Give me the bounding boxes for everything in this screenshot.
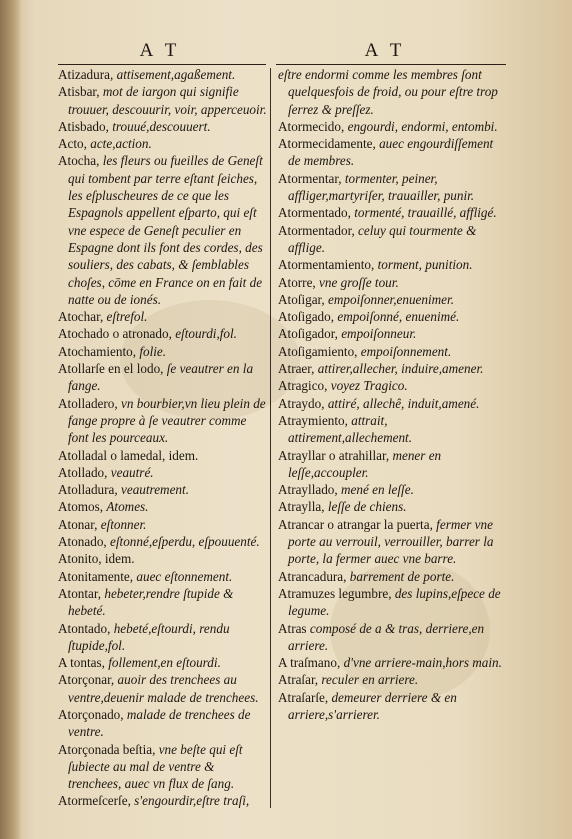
dictionary-entry: [58, 464, 268, 481]
entry-definition: hebeté,eſtourdi, rendu ſtupide,fol.: [68, 620, 230, 653]
entry-headword: Atormeſcerſe,: [58, 793, 135, 809]
entry-definition: mot de iargon qui signifie trouuer, descouurir, voir, apperceuoir.: [68, 84, 267, 117]
entry-headword: Atraydo,: [278, 395, 328, 411]
entry-definition: eſtrefol.: [106, 309, 148, 325]
dictionary-entry: [278, 256, 508, 273]
entry-definition: composé de a & tras, derriere,en arriere.: [288, 620, 485, 653]
entry-definition: veautrement.: [121, 482, 189, 498]
entry-headword: Atochar,: [58, 309, 107, 325]
entry-definition: vne groſſe tour.: [319, 274, 399, 290]
entry-definition: torment, punition.: [377, 257, 473, 273]
entry-definition: auec eſtonnement.: [136, 568, 233, 584]
entry-definition: vn bourbier,vn lieu plein de fange propre à ſe veautrer comme font les pourceaux.: [68, 395, 266, 446]
entry-definition: auoir des trenchees au ventre,deuenir malade de trenchees.: [68, 672, 259, 705]
dictionary-entry: [278, 516, 508, 568]
entry-definition: Atomes.: [106, 499, 149, 515]
dictionary-entry: [58, 550, 268, 567]
entry-definition: empoiſonné, enuenimé.: [337, 309, 460, 325]
dictionary-entry: [278, 447, 508, 482]
dictionary-entry: [278, 654, 508, 671]
entry-definition: empoiſonneur.: [341, 326, 417, 342]
dictionary-entry: [58, 83, 268, 118]
dictionary-entry: [58, 706, 268, 741]
dictionary-entry: [278, 274, 508, 291]
dictionary-entry: [58, 533, 268, 550]
column-divider: [270, 68, 271, 808]
entry-headword: Atorçonado,: [58, 706, 127, 722]
dictionary-entry: [278, 308, 508, 325]
entry-definition: demeurer derriere & en arriere,s'arrierer.: [288, 689, 457, 722]
entry-headword: Atraſarſe,: [278, 689, 332, 705]
dictionary-entry: [58, 360, 268, 395]
left-column: [58, 66, 268, 810]
entry-headword: Atorre,: [278, 274, 320, 290]
entry-headword: Atollado,: [58, 464, 111, 480]
entry-headword: A traſmano,: [278, 655, 344, 671]
entry-definition: eſtonner.: [100, 516, 147, 532]
entry-headword: Atoſigar,: [278, 291, 329, 307]
dictionary-entry: [278, 118, 508, 135]
entry-definition: empoiſonnement.: [360, 343, 452, 359]
book-spine-shadow: [0, 0, 22, 839]
entry-headword: Atocha,: [58, 153, 103, 169]
dictionary-entry: [278, 395, 508, 412]
entry-headword: Atontado,: [58, 620, 114, 636]
entry-headword: Atormecido,: [278, 118, 348, 134]
entry-definition: s'engourdir,eſtre traſi,: [134, 793, 250, 809]
entry-definition: leſſe de chiens.: [327, 499, 407, 515]
entry-definition: malade de trenchees de ventre.: [68, 706, 251, 740]
entry-definition: d'vne arriere-main,hors main.: [343, 655, 502, 671]
running-header-left: A T: [139, 40, 181, 61]
entry-headword: Atrancar o atrangar la puerta,: [278, 516, 437, 532]
entry-definition: barrement de porte.: [349, 568, 455, 584]
entry-definition: voyez Tragico.: [330, 378, 408, 394]
entry-definition: attisement,agaßement.: [116, 67, 236, 82]
dictionary-entry: [278, 568, 508, 585]
entry-definition: eſtourdi,fol.: [175, 326, 237, 342]
dictionary-entry: [58, 516, 268, 533]
dictionary-entry: [278, 291, 508, 308]
entry-headword: Atramuzes legumbre,: [278, 585, 395, 601]
dictionary-entry: [278, 222, 508, 257]
dictionary-entry: [58, 741, 268, 793]
entry-headword: Atorçonada beſtia,: [58, 741, 159, 757]
entry-headword: Atisbar,: [58, 84, 103, 100]
entry-definition: attiré, allechê, induit,amené.: [327, 395, 480, 411]
entry-headword: Atormentador,: [278, 222, 359, 238]
entry-definition: des lupins,eſpece de legume.: [288, 585, 501, 619]
dictionary-entry: [58, 152, 268, 308]
dictionary-entry: [58, 568, 268, 585]
dictionary-entry: [58, 343, 268, 360]
running-header-right: A T: [364, 40, 406, 61]
dictionary-entry: [58, 671, 268, 706]
dictionary-entry: [278, 204, 508, 221]
entry-headword: Atoſigamiento,: [278, 343, 361, 359]
entry-definition: veautré.: [110, 464, 154, 480]
entry-headword: Atraymiento,: [278, 412, 352, 428]
dictionary-entry: [58, 447, 268, 464]
entry-headword: Atonito, idem.: [58, 551, 135, 567]
entry-headword: Atochamiento,: [58, 343, 140, 359]
entry-headword: Atochado o atronado,: [58, 326, 176, 342]
entry-definition: reculer en arriere.: [321, 672, 419, 688]
dictionary-entry: [278, 170, 508, 205]
entry-headword: Atrayllado,: [278, 482, 341, 498]
entry-definition: acte,action.: [90, 136, 152, 152]
header-rule-left: [58, 64, 266, 65]
entry-headword: Atomos,: [58, 499, 107, 515]
dictionary-entry: [58, 118, 268, 135]
dictionary-entry: [278, 377, 508, 394]
dictionary-entry: [58, 481, 268, 498]
entry-headword: Atras: [278, 620, 310, 636]
entry-definition: mener en leſſe,accoupler.: [288, 447, 442, 480]
entry-definition: empoiſonner,enuenimer.: [328, 291, 455, 307]
dictionary-entry: [58, 325, 268, 342]
entry-headword: Atoſigado,: [278, 309, 338, 325]
entry-headword: Atrayllar o atrahillar,: [278, 447, 393, 463]
dictionary-entry: [58, 498, 268, 515]
entry-definition: fermer vne porte au verrouil, verrouiller, barrer la porte, la fermer auec vne barre.: [288, 516, 494, 567]
dictionary-entry: [278, 481, 508, 498]
dictionary-entry: [58, 585, 268, 620]
dictionary-entry: [58, 620, 268, 655]
dictionary-entry: [278, 66, 508, 118]
entry-headword: Atormecidamente,: [278, 136, 380, 152]
entry-headword: Atolladal o lamedal, idem.: [58, 447, 199, 463]
entry-definition: engourdi, endormi, entombi.: [347, 118, 498, 134]
entry-definition: tormenté, trauaillé, affligé.: [354, 205, 497, 221]
entry-definition: follement,en eſtourdi.: [108, 655, 221, 671]
dictionary-entry: [278, 135, 508, 170]
entry-headword: A tontas,: [58, 655, 109, 671]
dictionary-entry: [58, 654, 268, 671]
entry-headword: Atontar,: [58, 585, 105, 601]
entry-headword: Atormentar,: [278, 170, 345, 186]
right-column: [278, 66, 508, 723]
dictionary-entry: [58, 395, 268, 447]
entry-headword: Atisbado,: [58, 118, 113, 134]
dictionary-entry: [278, 689, 508, 724]
entry-headword: Atizadura,: [58, 67, 117, 82]
entry-definition: eſtonné,eſperdu, eſpouuenté.: [110, 534, 260, 550]
entry-definition: attirer,allecher, induire,amener.: [317, 361, 484, 377]
entry-headword: Atraer,: [278, 361, 318, 377]
entry-headword: Atragico,: [278, 378, 331, 394]
entry-definition: ſe veautrer en la fange.: [68, 361, 254, 394]
dictionary-entry: [58, 308, 268, 325]
entry-definition: hebeter,rendre ſtupide & hebeté.: [68, 585, 234, 619]
dictionary-entry: [278, 412, 508, 447]
entry-headword: Atormentado,: [278, 205, 355, 221]
dictionary-entry: [278, 498, 508, 515]
dictionary-entry: [278, 620, 508, 655]
entry-definition: attrait, attirement,allechement.: [288, 412, 413, 446]
entry-headword: Atollarſe en el lodo,: [58, 361, 167, 377]
dictionary-entry: [58, 66, 268, 83]
entry-definition: les fleurs ou fueilles de Geneſt qui tombent par terre eſtant ſeiches, les eſpluscheures de ce que les Espagnols appellent eſparto, qui eſt vne espece de Geneſt peculier en Espagne dont ils font des cordes, des souliers, des cabats, & ſemblables choſes, cōme en France on en fait de natte ou de ionés.: [68, 153, 263, 307]
header-rule-right: [276, 64, 506, 65]
entry-headword: Atonado,: [58, 534, 111, 550]
entry-headword: Atonar,: [58, 516, 101, 532]
entry-headword: Atoſigador,: [278, 326, 342, 342]
entry-headword: Atolladero,: [58, 395, 121, 411]
dictionary-entry: [278, 360, 508, 377]
entry-definition: vne beſte qui eſt ſubiecte au mal de ventre & trenchees, auec vn flux de ſang.: [68, 741, 243, 792]
entry-definition: trouué,descouuert.: [112, 118, 211, 134]
entry-headword: Atormentamiento,: [278, 257, 378, 273]
entry-headword: Acto,: [58, 136, 91, 152]
entry-headword: Atraſar,: [278, 672, 322, 688]
entry-headword: Atonitamente,: [58, 568, 137, 584]
entry-definition: folie.: [139, 343, 167, 359]
dictionary-entry: [278, 343, 508, 360]
entry-headword: Atolladura,: [58, 482, 121, 498]
entry-headword: Atorçonar,: [58, 672, 118, 688]
entry-definition: eſtre endormi comme les membres ſont quelquesfois de froid, ou pour eſtre trop ſerrez & preſſez.: [278, 67, 498, 117]
entry-headword: Atrancadura,: [278, 568, 350, 584]
entry-headword: Atraylla,: [278, 499, 328, 515]
dictionary-entry: [58, 792, 268, 809]
dictionary-entry: [278, 671, 508, 688]
entry-definition: mené en leſſe.: [341, 482, 414, 498]
dictionary-entry: [278, 585, 508, 620]
entry-definition: tormenter, peiner, affliger,martyriſer, trauailler, punir.: [288, 170, 475, 204]
entry-definition: celuy qui tourmente & afflige.: [288, 222, 477, 255]
dictionary-entry: [58, 135, 268, 152]
dictionary-entry: [278, 325, 508, 342]
entry-definition: auec engourdiſſement de membres.: [288, 136, 494, 169]
